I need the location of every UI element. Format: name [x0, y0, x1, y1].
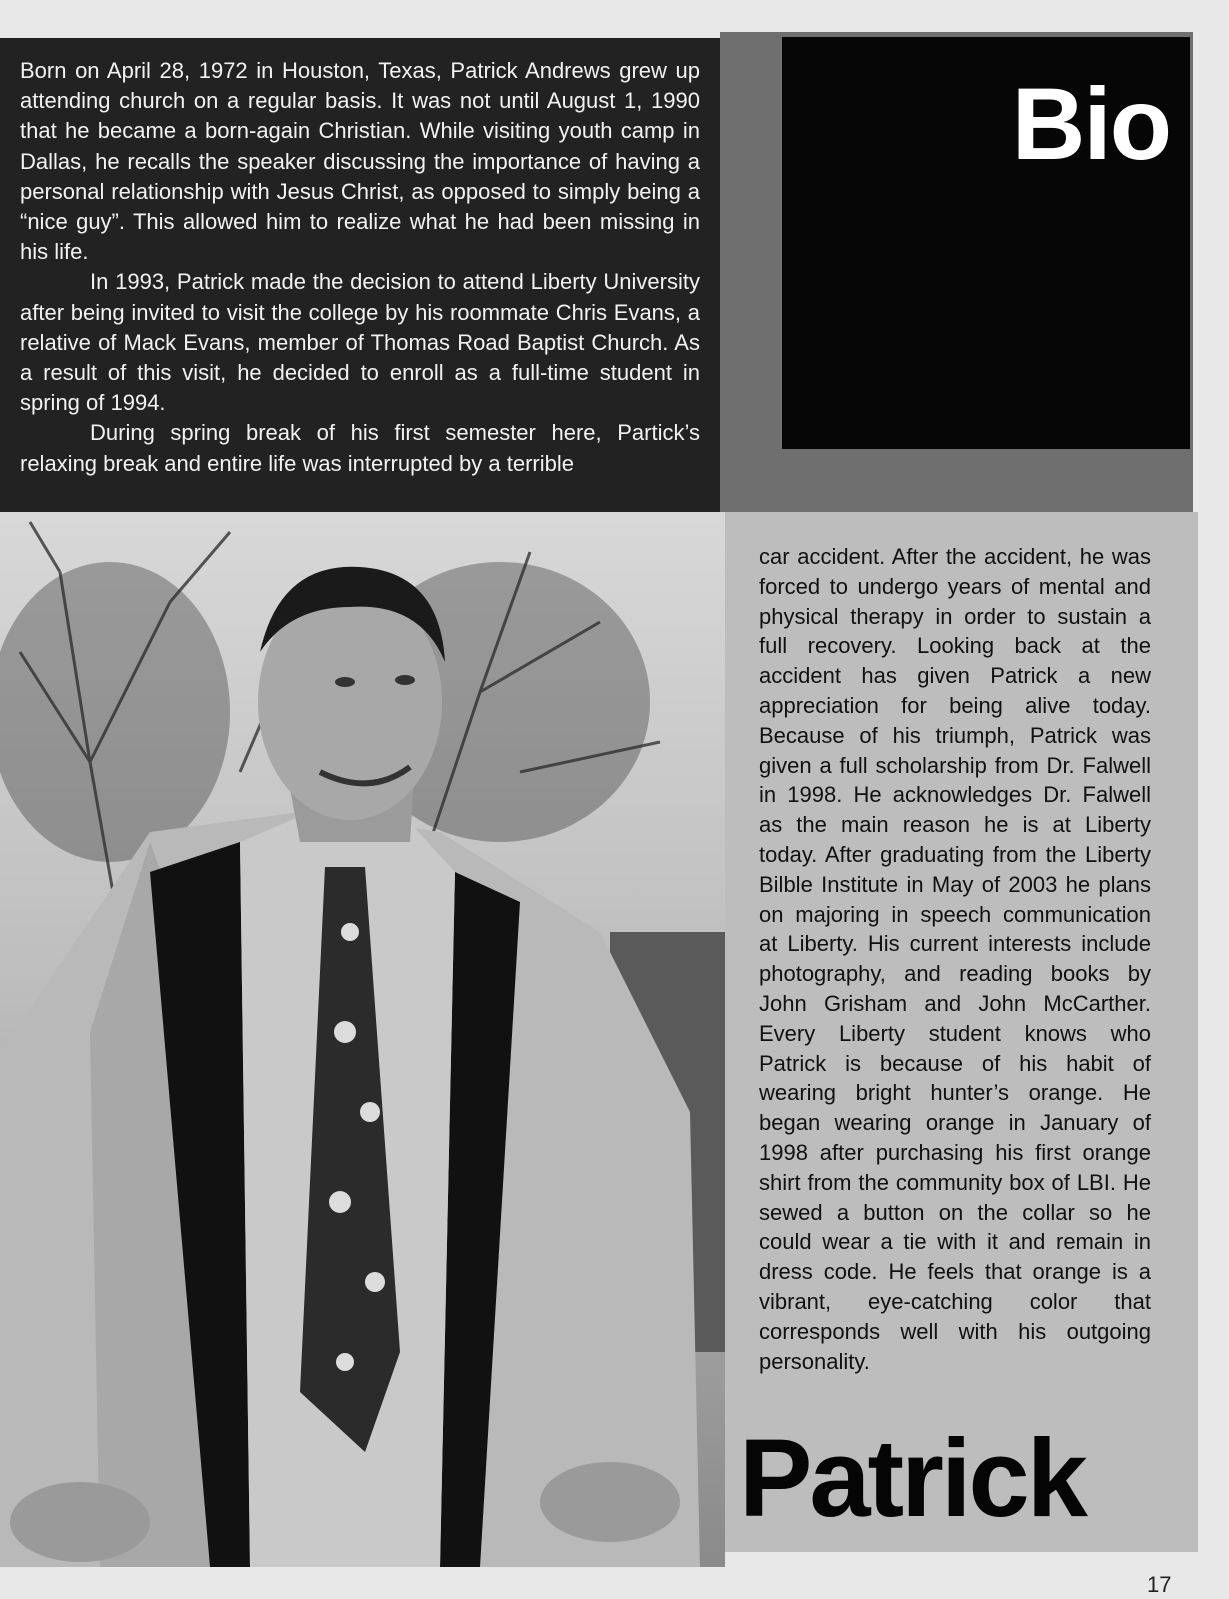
paragraph: During spring break of his first semester here, Partick’s relaxing break and entire life was interrupted by a terrible [20, 420, 700, 476]
continuation-panel [725, 512, 1198, 1552]
intro-text-block [0, 38, 720, 512]
continuation-text: car accident. After the accident, he was forced to undergo years of mental and physical therapy in order to sustain a full recovery. Looking back at the accident has given Patrick a new appreciation for being alive today. Because of his triumph, Patrick was given a full scholarship from Dr. Falwell in 1998. He acknowledges Dr. Falwell as the main reason he is at Liberty today. After graduating from the Liberty Bilble Institute in May of 2003 he plans on majoring in speech communication at Liberty. His current interests include photography, and reading books by John Grisham and John McCarther. Every Liberty student knows who Patrick is because of his habit of wearing bright hunter’s orange. He began wearing orange in January of 1998 after purchasing his first orange shirt from the community box of LBI. He sewed a button on the collar so he could wear a tie with it and remain in dress code. He feels that orange is a vibrant, eye-catching color that corresponds well with his outgoing personality. [759, 544, 1151, 1374]
subject-name: Patrick [739, 1417, 1085, 1540]
paragraph: Born on April 28, 1972 in Houston, Texas, Patrick Andrews grew up attending church on a regular basis. It was not until August 1, 1990 that he became a born-again Christian. While visiting youth camp in Dallas, he recalls the speaker discussing the importance of having a personal relationship with Jesus Christ, as opposed to simply being a “nice guy”. This allowed him to realize what he had been missing in his life. [20, 58, 700, 265]
portrait-illustration [0, 512, 725, 1567]
paragraph: In 1993, Patrick made the decision to attend Liberty University after being invited to visit the college by his roommate Chris Evans, a relative of Mack Evans, member of Thomas Road Baptist Church. As a result of this visit, he decided to enroll as a full-time student in spring of 1994. [20, 269, 700, 416]
bio-title-box [782, 37, 1190, 449]
portrait-photo [0, 512, 725, 1567]
page-title: Bio [1011, 67, 1170, 181]
page-number: 17 [1147, 1572, 1172, 1597]
